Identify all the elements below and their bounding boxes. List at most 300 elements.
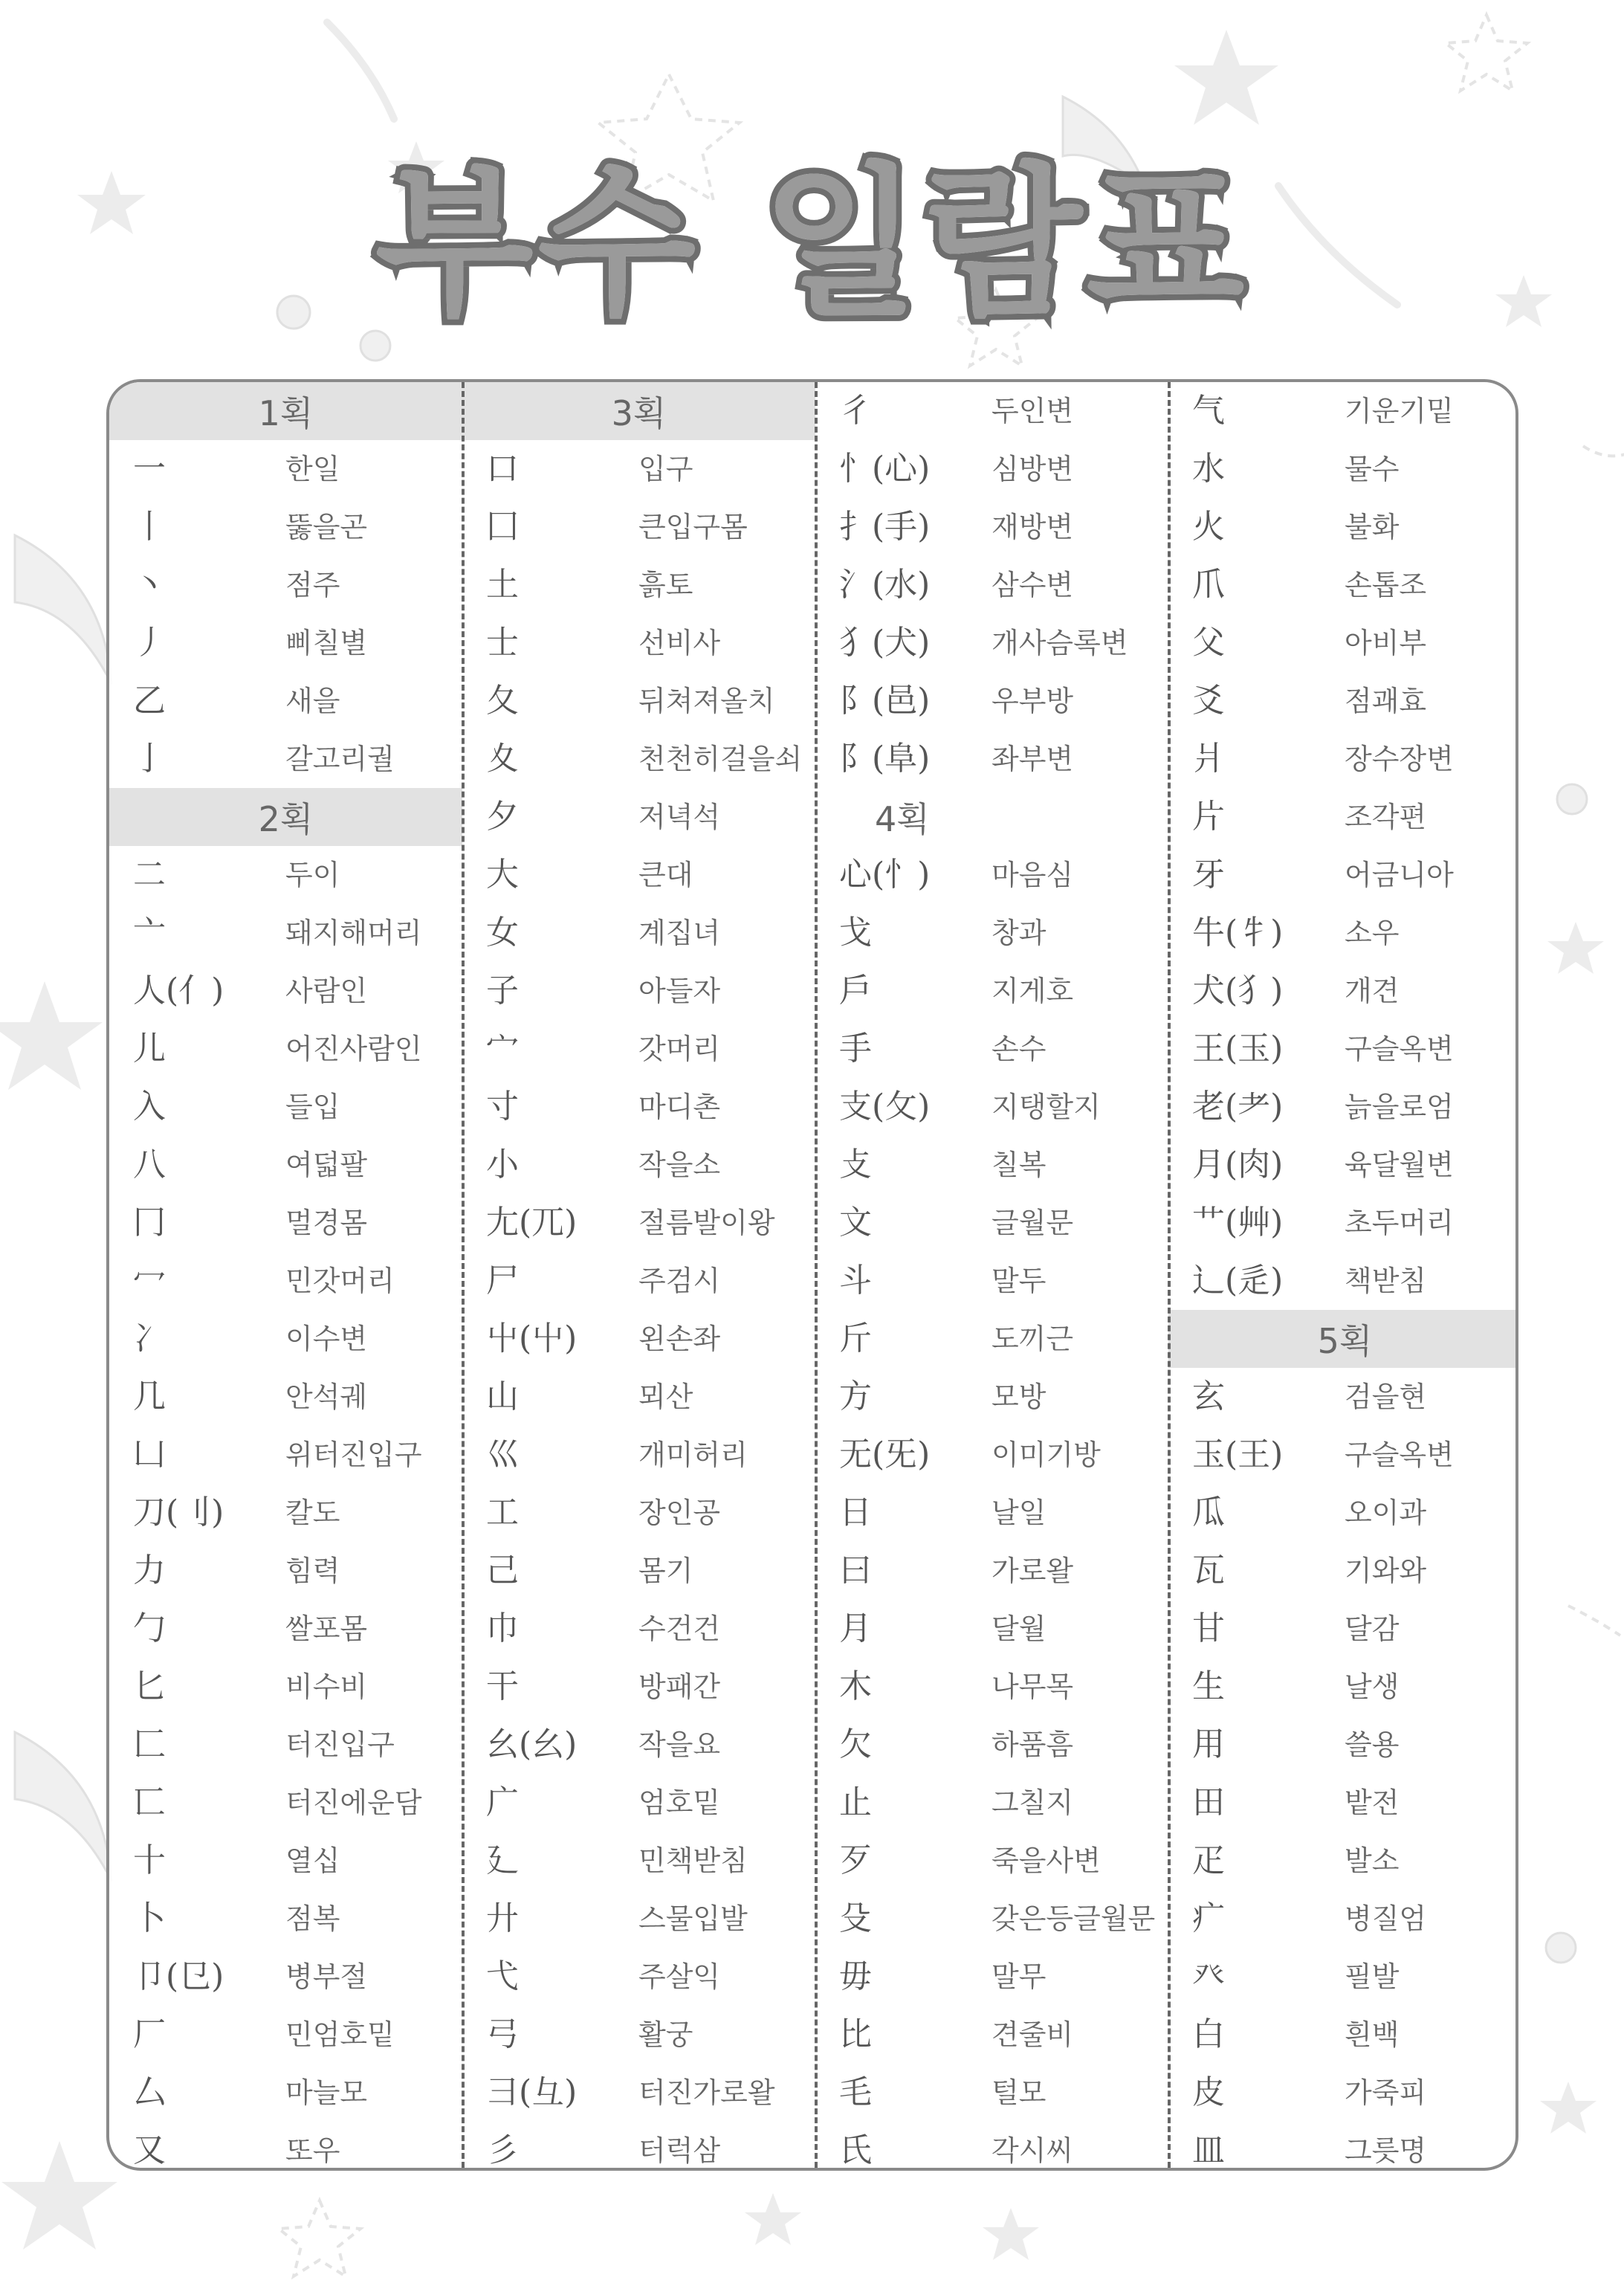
radical-row [815, 1252, 1168, 1310]
radical-character: 尸 [486, 1262, 519, 1299]
radical-character: 尢(兀) [486, 1204, 578, 1241]
radical-row [462, 788, 815, 846]
radical-row [1168, 1948, 1518, 2006]
radical-character: 攴 [839, 1146, 872, 1184]
radical-name: 천천히걸을쇠 [638, 743, 803, 775]
radical-character: 卜 [133, 1899, 166, 1937]
star-icon [745, 2193, 801, 2245]
radical-name: 새을 [285, 685, 340, 717]
radical-name: 터진가로왈 [638, 2076, 775, 2109]
radical-row [462, 1426, 815, 1484]
radical-character: 田 [1192, 1783, 1225, 1821]
moon-icon [15, 1732, 111, 1881]
table-column-3 [815, 382, 1168, 2168]
radical-character: 又 [133, 2131, 166, 2169]
radical-name: 터진에운담 [285, 1786, 422, 1819]
radical-row [1168, 1716, 1518, 1774]
radical-name: 칠복 [991, 1149, 1046, 1181]
radical-row [109, 1368, 462, 1426]
radical-name: 스물입발 [638, 1902, 748, 1935]
radical-row [462, 1542, 815, 1600]
radical-name: 심방변 [991, 453, 1074, 485]
radical-row [462, 962, 815, 1020]
radical-name: 비수비 [285, 1670, 368, 1703]
radical-character: 艹(艸) [1192, 1204, 1284, 1241]
radical-name: 물수 [1345, 453, 1400, 485]
radical-name: 흰백 [1345, 2018, 1400, 2051]
radical-row [462, 904, 815, 962]
radical-character: 心(忄) [839, 856, 931, 894]
radical-name: 조각편 [1345, 801, 1427, 833]
radical-character: 廾 [486, 1899, 519, 1937]
radical-character: 冖 [133, 1262, 166, 1299]
radical-row [1168, 1542, 1518, 1600]
radical-row [462, 1484, 815, 1542]
radical-character: 廴 [486, 1841, 519, 1879]
comet-trail [327, 22, 394, 119]
radical-row [815, 1542, 1168, 1600]
radical-name: 오이과 [1345, 1496, 1427, 1529]
radical-name: 하품흠 [991, 1728, 1074, 1761]
radical-row [815, 2122, 1168, 2171]
radical-row [109, 1078, 462, 1136]
radical-character: 刀(刂) [133, 1494, 224, 1531]
star-icon [1174, 30, 1278, 125]
radical-name: 아비부 [1345, 627, 1427, 659]
radical-character: 父 [1192, 624, 1225, 662]
radical-row [1168, 1658, 1518, 1716]
radical-row [109, 1716, 462, 1774]
radical-row [815, 1774, 1168, 1832]
cart-icon [1546, 1933, 1576, 1963]
radical-row [815, 962, 1168, 1020]
radical-character: 月 [839, 1609, 872, 1647]
radical-row [1168, 2122, 1518, 2171]
radical-row [109, 1658, 462, 1716]
radical-character: 水 [1192, 450, 1225, 488]
radical-name: 활궁 [638, 2018, 693, 2051]
radical-name: 민갓머리 [285, 1265, 395, 1297]
radical-name: 각시씨 [991, 2134, 1074, 2167]
radical-character: 土 [486, 566, 519, 604]
radical-name: 달월 [991, 1612, 1046, 1645]
radical-name: 갈고리궐 [285, 743, 395, 775]
radical-character: 山 [486, 1378, 519, 1415]
radical-name: 수건건 [638, 1612, 721, 1645]
radical-character: 阝(邑) [839, 682, 931, 720]
radical-name: 좌부변 [991, 743, 1074, 775]
radical-name: 흙토 [638, 569, 693, 601]
radical-row [1168, 672, 1518, 730]
radical-name: 여덟팔 [285, 1149, 368, 1181]
radical-character: 癶 [1192, 1957, 1225, 1995]
dashed-star-icon [1446, 15, 1527, 91]
radical-name: 갖은등글월문 [991, 1902, 1156, 1935]
radical-name: 말무 [991, 1960, 1046, 1993]
radical-character: 木 [839, 1667, 872, 1705]
radical-row [815, 1426, 1168, 1484]
radical-row [815, 2064, 1168, 2122]
cart-icon [1557, 784, 1587, 814]
radical-character: 犭(犬) [839, 624, 931, 662]
radical-character: 疒 [1192, 1899, 1225, 1937]
radical-character: 曰 [839, 1551, 872, 1589]
radical-name: 그릇명 [1345, 2134, 1427, 2167]
radical-character: 二 [133, 856, 166, 894]
radical-row [109, 1310, 462, 1368]
radical-character: 戈 [839, 914, 872, 952]
radical-character: 夂 [486, 682, 519, 720]
radical-name: 작을요 [638, 1728, 721, 1761]
radical-row [1168, 2064, 1518, 2122]
radical-name: 작을소 [638, 1149, 721, 1181]
stroke-count-header: 5획 [1168, 1310, 1518, 1368]
radical-row [109, 1542, 462, 1600]
radical-row [815, 1020, 1168, 1078]
radical-row [815, 2006, 1168, 2064]
radical-name: 열십 [285, 1844, 340, 1877]
table-column-1 [109, 382, 462, 2168]
radical-row [1168, 962, 1518, 1020]
radical-row [1168, 1832, 1518, 1890]
radical-character: 气 [1192, 392, 1225, 430]
dashed-star-icon [279, 2200, 360, 2276]
radical-character: 殳 [839, 1899, 872, 1937]
radical-row [815, 1368, 1168, 1426]
radical-character: 王(玉) [1192, 1030, 1284, 1068]
radical-name: 어금니아 [1345, 859, 1454, 891]
stroke-count-header: 2획 [109, 788, 462, 846]
radical-row [815, 382, 1168, 440]
radical-name: 지게호 [991, 975, 1074, 1007]
radical-name: 발소 [1345, 1844, 1400, 1877]
radical-character: 匕 [133, 1667, 166, 1705]
radical-name: 갓머리 [638, 1033, 721, 1065]
radical-row [815, 440, 1168, 498]
star-icon [1, 2141, 117, 2250]
radical-row [462, 2006, 815, 2064]
radical-row [109, 2064, 462, 2122]
radical-character: 一 [133, 450, 166, 488]
radical-character: 弋 [486, 1957, 519, 1995]
radical-name: 점주 [285, 569, 340, 601]
radical-name: 육달월변 [1345, 1149, 1454, 1181]
radical-name: 두이 [285, 859, 340, 891]
radical-row [1168, 904, 1518, 962]
radical-character: 比 [839, 2015, 872, 2053]
radical-row [109, 1252, 462, 1310]
radical-row [462, 2064, 815, 2122]
radical-name: 삼수변 [991, 569, 1074, 601]
radical-row [109, 1774, 462, 1832]
radical-character: 寸 [486, 1088, 519, 1126]
radical-character: 十 [133, 1841, 166, 1879]
radical-character: 人(亻) [133, 972, 224, 1010]
radical-character: 爻 [1192, 682, 1225, 720]
radical-row [109, 2006, 462, 2064]
radical-character: 斤 [839, 1320, 872, 1357]
radical-name: 또우 [285, 2134, 340, 2167]
radical-name: 장인공 [638, 1496, 721, 1529]
radical-row [109, 1890, 462, 1948]
radical-row [1168, 498, 1518, 556]
radical-character: 子 [486, 972, 519, 1010]
radical-name: 왼손좌 [638, 1323, 721, 1355]
radical-row [1168, 614, 1518, 672]
radical-character: 斗 [839, 1262, 872, 1299]
radical-row [1168, 1426, 1518, 1484]
radical-name: 나무목 [991, 1670, 1074, 1703]
radical-name: 책받침 [1345, 1265, 1427, 1297]
radical-name: 주검시 [638, 1265, 721, 1297]
radical-row [109, 1426, 462, 1484]
page-title: 부수 일람표 [375, 148, 1249, 338]
stroke-count-header: 3획 [462, 382, 815, 440]
radical-row [1168, 382, 1518, 440]
radical-character: 文 [839, 1204, 872, 1241]
dashed-trail [1583, 446, 1624, 456]
radical-row [815, 730, 1168, 788]
radical-row [462, 2122, 815, 2171]
radical-row [1168, 556, 1518, 614]
radical-name: 도끼근 [991, 1323, 1074, 1355]
star-icon [0, 981, 103, 1090]
radical-name: 털모 [991, 2076, 1046, 2109]
radical-name: 큰입구몸 [638, 511, 748, 543]
radical-row [462, 1310, 815, 1368]
radical-row [815, 614, 1168, 672]
radical-character: 支(攵) [839, 1088, 931, 1126]
radical-name: 말두 [991, 1265, 1046, 1297]
radical-row [109, 614, 462, 672]
radical-name: 지탱할지 [991, 1091, 1101, 1123]
radical-row [1168, 1600, 1518, 1658]
radical-row [462, 1078, 815, 1136]
radical-name: 달감 [1345, 1612, 1400, 1645]
radical-character: 亅 [133, 740, 166, 778]
radical-row [1168, 2006, 1518, 2064]
radical-character: 扌(手) [839, 508, 931, 546]
column-divider [1168, 382, 1171, 2168]
radical-character: 白 [1192, 2015, 1225, 2053]
radical-row [109, 846, 462, 904]
radical-name: 손수 [991, 1033, 1046, 1065]
radical-row [109, 556, 462, 614]
radical-row [815, 672, 1168, 730]
radical-name: 터럭삼 [638, 2134, 721, 2167]
radical-name: 점복 [285, 1902, 340, 1935]
radical-character: 方 [839, 1378, 872, 1415]
radical-character: 阝(阜) [839, 740, 931, 778]
radical-name: 구슬옥변 [1345, 1033, 1454, 1065]
radical-row [462, 846, 815, 904]
radical-row [462, 730, 815, 788]
radical-row [462, 1020, 815, 1078]
radical-row [1168, 1252, 1518, 1310]
radical-name: 입구 [638, 453, 693, 485]
radical-character: 厂 [133, 2015, 166, 2053]
radical-row [815, 1832, 1168, 1890]
star-icon [983, 2208, 1039, 2260]
radical-character: 片 [1192, 798, 1225, 836]
radical-character: 生 [1192, 1667, 1225, 1705]
radical-character: 歹 [839, 1841, 872, 1879]
radical-name: 저녁석 [638, 801, 721, 833]
radical-name: 죽을사변 [991, 1844, 1101, 1877]
radical-character: 瓜 [1192, 1494, 1225, 1531]
radical-character: 工 [486, 1494, 519, 1531]
radical-character: 弓 [486, 2015, 519, 2053]
radical-name: 두인변 [991, 395, 1074, 427]
radical-character: 入 [133, 1088, 166, 1126]
radical-name: 가죽피 [1345, 2076, 1427, 2109]
radical-character: 巛 [486, 1436, 519, 1473]
radical-row [1168, 1020, 1518, 1078]
radical-name: 병부절 [285, 1960, 368, 1993]
radical-name: 불화 [1345, 511, 1400, 543]
radical-name: 이수변 [285, 1323, 368, 1355]
radical-row [109, 498, 462, 556]
radical-row [109, 440, 462, 498]
radical-character: 大 [486, 856, 519, 894]
radical-character: 忄(心) [839, 450, 931, 488]
radical-character: 爪 [1192, 566, 1225, 604]
radical-name: 가로왈 [991, 1554, 1074, 1587]
radical-row [1168, 788, 1518, 846]
radical-row [109, 1194, 462, 1252]
radical-name: 필발 [1345, 1960, 1400, 1993]
radical-row [462, 672, 815, 730]
star-icon [1540, 2082, 1596, 2134]
radical-name: 쌀포몸 [285, 1612, 368, 1645]
radical-name: 몸기 [638, 1554, 693, 1587]
radical-character: 皮 [1192, 2073, 1225, 2111]
radical-row [1168, 1484, 1518, 1542]
radical-name: 기와와 [1345, 1554, 1427, 1587]
radical-character: 匚 [133, 1725, 166, 1763]
radical-row [462, 1194, 815, 1252]
radical-character: 用 [1192, 1725, 1225, 1763]
radical-row [462, 498, 815, 556]
radical-name: 주살익 [638, 1960, 721, 1993]
radical-row [109, 1948, 462, 2006]
radical-name: 터진입구 [285, 1728, 395, 1761]
radical-row [109, 1832, 462, 1890]
radical-name: 밭전 [1345, 1786, 1400, 1819]
radical-name: 한일 [285, 453, 340, 485]
radical-character: 犬(犭) [1192, 972, 1284, 1010]
radical-name: 돼지해머리 [285, 917, 422, 949]
radical-character: 丿 [133, 624, 166, 662]
stroke-count-header: 4획 [875, 799, 930, 839]
radical-row [1168, 1136, 1518, 1194]
radical-name: 모방 [991, 1381, 1046, 1413]
radical-character: 亠 [133, 914, 166, 952]
radical-name: 위터진입구 [285, 1438, 422, 1471]
radical-name: 마음심 [991, 859, 1074, 891]
radical-name: 구슬옥변 [1345, 1438, 1454, 1471]
radical-character: 氏 [839, 2131, 872, 2169]
radical-row [1168, 1890, 1518, 1948]
radical-character: 夊 [486, 740, 519, 778]
radical-row [815, 846, 1168, 904]
radical-row [1168, 440, 1518, 498]
radical-character: 屮(屮) [486, 1320, 578, 1357]
radical-row [815, 1716, 1168, 1774]
radical-character: 火 [1192, 508, 1225, 546]
radical-character: 厶 [133, 2073, 166, 2111]
stroke-count-header: 1획 [109, 382, 462, 440]
radical-character: 乙 [133, 682, 166, 720]
radical-name: 견줄비 [991, 2018, 1074, 2051]
radical-row [1168, 1078, 1518, 1136]
column-divider [815, 382, 818, 2168]
radical-character: 凵 [133, 1436, 166, 1473]
radical-name: 뒤쳐져올치 [638, 685, 775, 717]
radical-row [815, 1484, 1168, 1542]
radical-name: 들입 [285, 1091, 340, 1123]
radical-row [462, 556, 815, 614]
radical-character: 手 [839, 1030, 872, 1068]
radical-name: 힘력 [285, 1554, 340, 1587]
radical-row [1168, 1774, 1518, 1832]
radical-row [815, 1194, 1168, 1252]
radical-character: 瓦 [1192, 1551, 1225, 1589]
radical-name: 마디촌 [638, 1091, 721, 1123]
radical-character: 毋 [839, 1957, 872, 1995]
radical-name: 칼도 [285, 1496, 340, 1529]
star-icon [1547, 922, 1604, 974]
radical-character: 日 [839, 1494, 872, 1531]
radical-row [815, 1948, 1168, 2006]
radical-name: 마늘모 [285, 2076, 368, 2109]
radical-character: 彳 [839, 392, 872, 430]
radical-row [462, 1716, 815, 1774]
radical-character: 八 [133, 1146, 166, 1184]
radical-character: 疋 [1192, 1841, 1225, 1879]
radical-name: 날일 [991, 1496, 1046, 1529]
radical-character: 戶 [839, 972, 872, 1010]
radical-name: 창과 [991, 917, 1046, 949]
radical-row [462, 1774, 815, 1832]
radical-row [815, 1658, 1168, 1716]
radical-row [1168, 730, 1518, 788]
radical-name: 점괘효 [1345, 685, 1427, 717]
radical-name: 사람인 [285, 975, 368, 1007]
radical-name: 소우 [1345, 917, 1400, 949]
radical-name: 우부방 [991, 685, 1074, 717]
radical-name: 방패간 [638, 1670, 721, 1703]
radical-row [109, 962, 462, 1020]
radical-name: 이미기방 [991, 1438, 1101, 1471]
radical-row [462, 1600, 815, 1658]
radical-character: 小 [486, 1146, 519, 1184]
radical-name: 재방변 [991, 511, 1074, 543]
radical-character: 牛(牜) [1192, 914, 1284, 952]
radical-row [815, 498, 1168, 556]
radical-row [109, 1600, 462, 1658]
radical-character: 皿 [1192, 2131, 1225, 2169]
radical-character: 干 [486, 1667, 519, 1705]
radical-name: 민책받침 [638, 1844, 748, 1877]
radical-name: 큰대 [638, 859, 693, 891]
radical-character: 士 [486, 624, 519, 662]
dashed-trail [1568, 1606, 1620, 1635]
radical-row [815, 1310, 1168, 1368]
radical-character: 夕 [486, 798, 519, 836]
radical-row [462, 614, 815, 672]
radical-name: 민엄호밑 [285, 2018, 395, 2051]
